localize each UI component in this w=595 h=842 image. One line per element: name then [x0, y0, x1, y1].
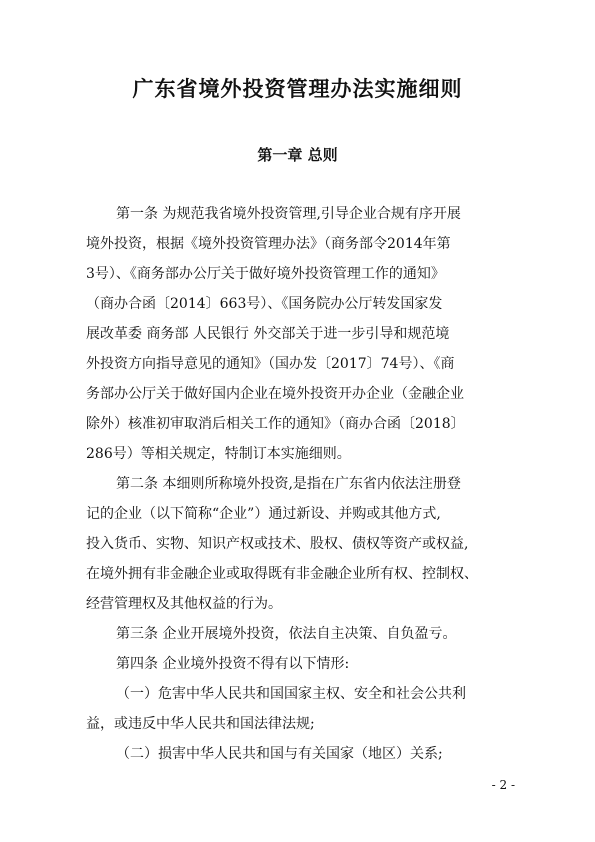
paragraph-line: 记的企业（以下简称“企业”）通过新设、并购或其他方式, — [86, 506, 441, 522]
page-number: - 2 - — [491, 778, 515, 792]
paragraph-line: 务部办公厅关于做好国内企业在境外投资开办企业（金融企业 — [86, 386, 464, 402]
paragraph-line: （二）损害中华人民共和国与有关国家（地区）关系; — [116, 746, 443, 762]
paragraph-line: （商办合函〔2014〕663号）、《国务院办公厅转发国家发 — [86, 296, 443, 312]
paragraph-line: 第二条 本细则所称境外投资,是指在广东省内依法注册登 — [116, 476, 461, 492]
paragraph-line: 3号）、《商务部办公厅关于做好境外投资管理工作的通知》 — [86, 266, 445, 282]
paragraph-line: 第四条 企业境外投资不得有以下情形: — [116, 656, 350, 672]
paragraph-line: 286号）等相关规定，特制订本实施细则。 — [86, 446, 351, 462]
paragraph-line: 境外投资，根据《境外投资管理办法》（商务部令2014年第 — [86, 236, 451, 252]
paragraph-line: 除外）核准初审取消后相关工作的通知》（商办合函〔2018〕 — [86, 416, 465, 432]
paragraph-line: 第一条 为规范我省境外投资管理,引导企业合规有序开展 — [116, 206, 461, 222]
paragraph-line: 在境外拥有非金融企业或取得既有非金融企业所有权、控制权、 — [86, 566, 478, 582]
paragraph-line: 第三条 企业开展境外投资，依法自主决策、自负盈亏。 — [116, 626, 457, 642]
paragraph-line: 投入货币、实物、知识产权或技术、股权、债权等资产或权益, — [86, 536, 469, 552]
paragraph-line: 益，或违反中华人民共和国法律法规; — [86, 716, 315, 732]
document-title: 广东省境外投资管理办法实施细则 — [132, 76, 463, 101]
chapter-heading: 第一章 总则 — [257, 146, 338, 164]
paragraph-line: 展改革委 商务部 人民银行 外交部关于进一步引导和规范境 — [86, 326, 450, 342]
paragraph-line: 经营管理权及其他权益的行为。 — [86, 596, 282, 612]
paragraph-line: （一）危害中华人民共和国国家主权、安全和社会公共利 — [116, 686, 466, 702]
paragraph-line: 外投资方向指导意见的通知》（国办发〔2017〕74号）、《商 — [86, 356, 455, 372]
